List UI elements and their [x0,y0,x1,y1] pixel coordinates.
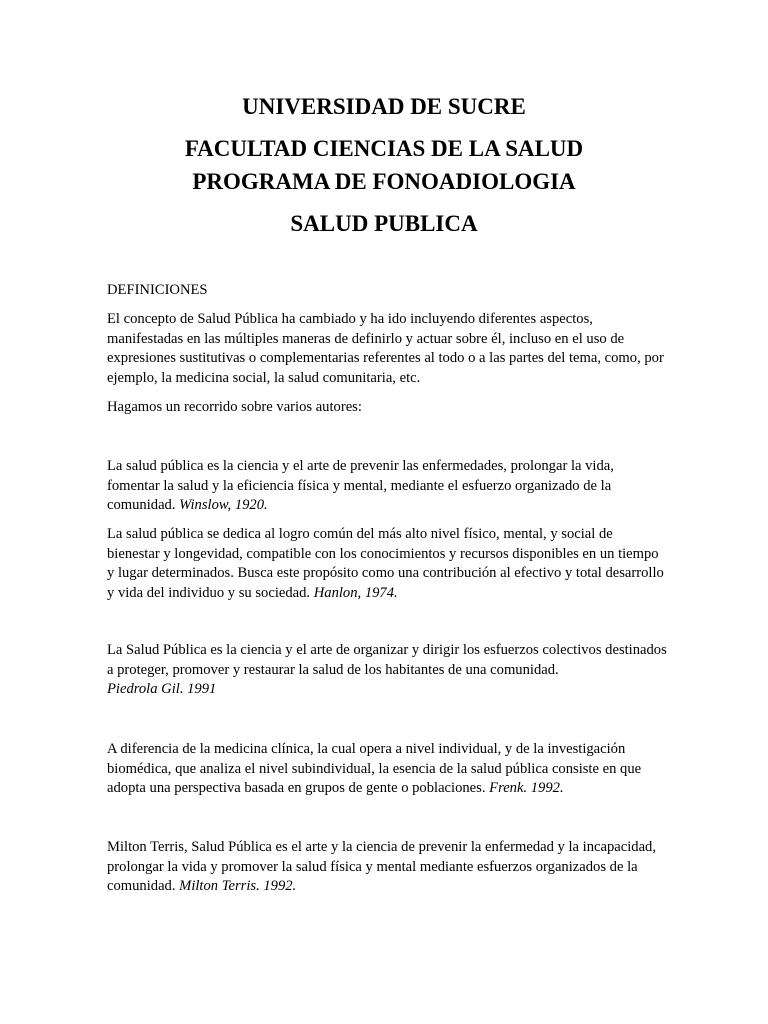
subject-title: SALUD PUBLICA [290,211,478,236]
lead-in-paragraph: Hagamos un recorrido sobre varios autores: [107,399,362,415]
definition-paragraph [107,838,667,897]
definition-paragraph [107,641,667,700]
definition-citation: Milton Terris. 1992. [179,878,297,894]
intro-paragraph: El concepto de Salud Pública ha cambiado y ha ido incluyendo diferentes aspectos, manifestadas en las múltiples maneras de definirlo y actuar sobre él, incluso en el uso de expresiones sustitutivas o complementarias referentes al todo o a las partes del tema, como, por ejemplo, la medicina social, la salud comunitaria, etc. [107,311,664,386]
definition-citation: Winslow, 1920. [179,497,268,513]
definition-text: Milton Terris, Salud Pública es el arte y la ciencia de prevenir la enfermedad y la incapacidad, prolongar la vida y promover la salud física y mental mediante esfuerzos organizados de la comunidad. [107,839,656,894]
definition-paragraph [107,740,667,799]
definition-paragraph [107,457,667,516]
definition-text: La salud pública es la ciencia y el arte de prevenir las enfermedades, prolongar la vida, fomentar la salud y la eficiencia física y mental, mediante el esfuerzo organizado de la comunidad. [107,458,614,513]
definition-paragraph [107,525,667,603]
program-title: PROGRAMA DE FONOADIOLOGIA [192,169,576,194]
university-title: UNIVERSIDAD DE SUCRE [242,94,526,119]
definition-citation: Piedrola Gil. 1991 [107,681,217,697]
definition-citation: Hanlon, 1974. [313,584,398,601]
definition-citation: Frenk. 1992. [489,780,564,796]
section-heading: DEFINICIONES [107,282,208,298]
faculty-title: FACULTAD CIENCIAS DE LA SALUD [184,136,584,161]
definition-text: La salud pública se dedica al logro común del más alto nivel físico, mental, y social de bienestar y longevidad, compatible con los conocimientos y recursos disponibles en un tiempo y lugar determinados. Busca este propósito como una contribución al efectivo y total desarrollo y vida del individuo y su sociedad. [107,526,664,601]
definition-text: A diferencia de la medicina clínica, la cual opera a nivel individual, y de la investigación biomédica, que analiza el nivel subindividual, la esencia de la salud pública consiste en que adopta una perspectiva basada en grupos de gente o poblaciones. [107,741,642,796]
definition-text: La Salud Pública es la ciencia y el arte de organizar y dirigir los esfuerzos colectivos destinados a proteger, promover y restaurar la salud de los habitantes de una comunidad. [107,642,667,678]
